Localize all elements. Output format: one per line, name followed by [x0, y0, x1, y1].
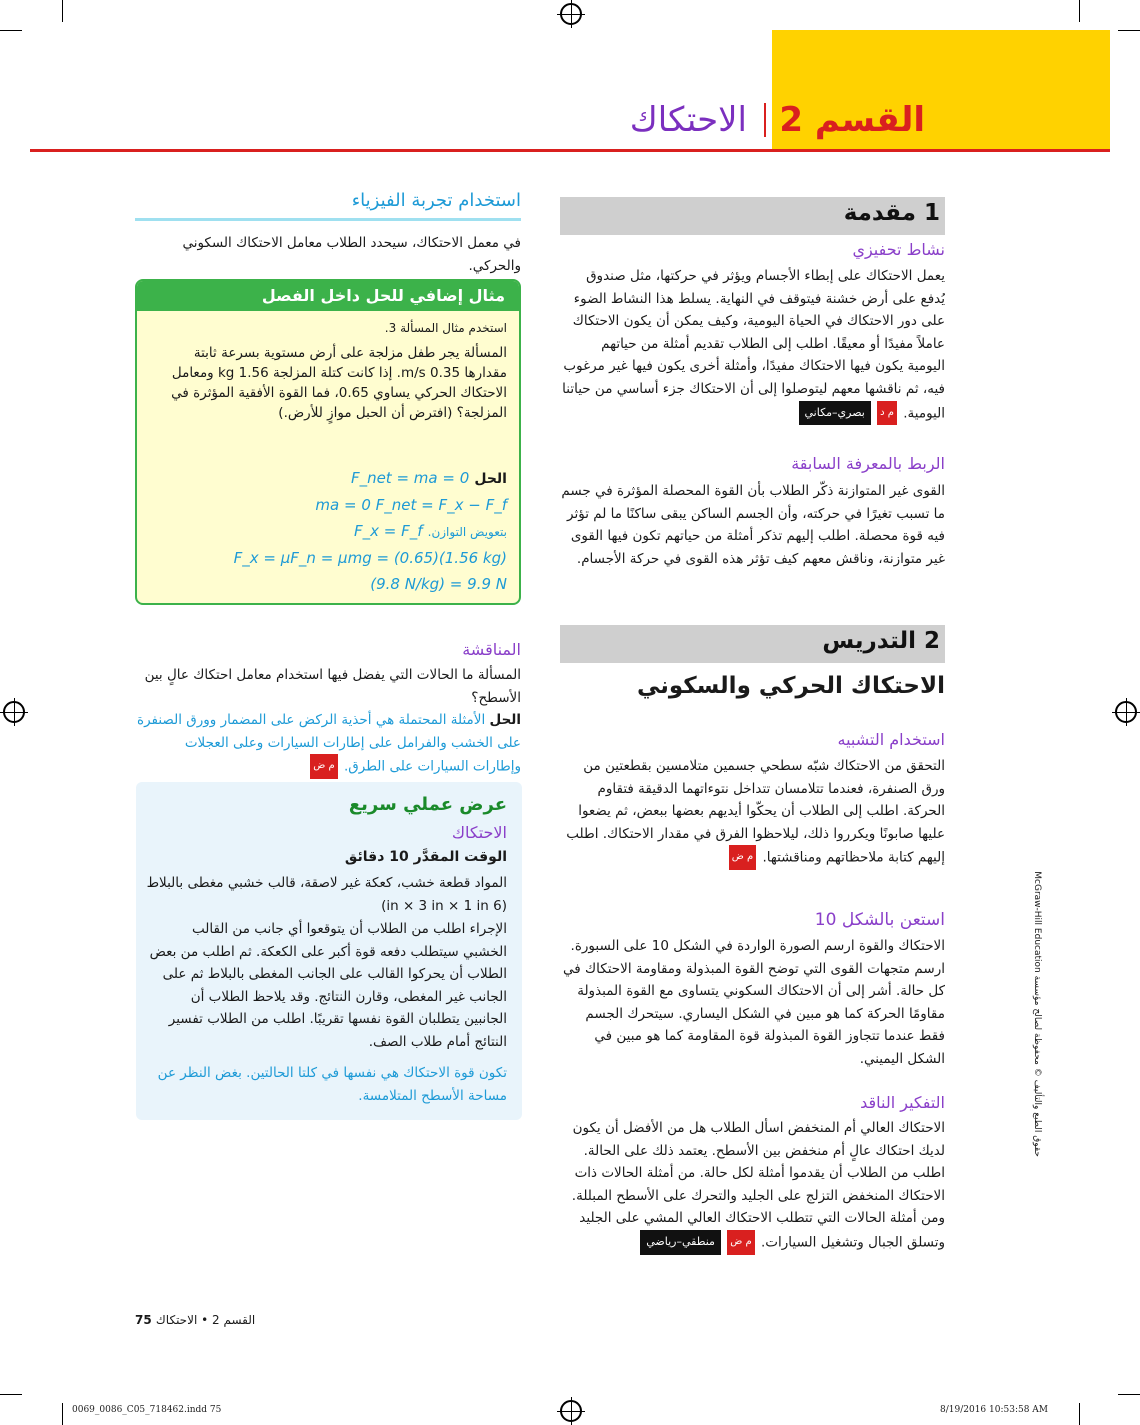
equation-4: F_x = μF_n = μmg = (0.65)(1.56 kg)	[233, 549, 507, 567]
footer-chapter: القسم 2 • الاحتكاك	[155, 1313, 256, 1327]
physics-lab-rule	[135, 218, 521, 221]
discussion-answer-text: الأمثلة المحتملة هي أحذية الركض على المضمار وورق الصنفرة على الخشب والفرامل على إطارات السيارات وعلى العجلات وإطارات السيارات على الطرق.	[137, 712, 521, 775]
equation-1: F_net = ma = 0	[350, 469, 470, 487]
chapter-label: القسم 2	[779, 100, 925, 140]
section-2-heading: الاحتكاك الحركي والسكوني	[636, 673, 945, 699]
section-2-subtitle-2: استعن بالشكل 10	[814, 910, 945, 930]
example-box	[135, 279, 521, 605]
section-1-text: يعمل الاحتكاك على إبطاء الأجسام ويؤثر في حركتها، مثل صندوق يُدفع على أرض خشنة فيتوقف في النهاية. يسلط هذا النشاط الضوء على دور الاحتكاك في الحياة اليومية، وكيف يمكن أن يكون الاحتكاك عاملاً مفيدًا أو معيقًا. اطلب إلى الطلاب تقديم أمثلة من حياتهم اليومية يكون فيها الاحتكاك مفيدًا، وأمثلة أخرى يكون فيها غير مرغوب فيه، ثم ناقشها معهم ليتوصلوا إلى أن الاحتكاك جزء أساسي	[563, 268, 945, 397]
crop-mark	[1118, 1394, 1140, 1395]
section-1-paragraph	[560, 265, 945, 445]
quick-demo-subtitle: الاحتكاك	[451, 823, 507, 842]
crop-mark	[0, 1394, 22, 1395]
crop-mark	[1079, 1403, 1080, 1425]
discussion-answer	[135, 709, 521, 779]
section-1-title: 1 مقدمة	[843, 200, 940, 226]
badge-skill: منطقي–رياضي	[640, 1230, 721, 1255]
file-info: 0069_0086_C05_718462.indd 75	[72, 1405, 222, 1415]
quick-demo-materials: المواد قطعة خشب، كعكة غير لاصقة، قالب خشبي مغطى بالبلاط (6 in × 3 in × 1 in)	[146, 875, 507, 914]
crop-mark	[1118, 30, 1140, 31]
registration-mark	[3, 701, 25, 723]
copyright-vertical: حقوق الطبع والتأليف © محفوظة لصالح مؤسسة McGraw-Hill Education	[1032, 871, 1042, 1157]
section-2-paragraph-1	[560, 755, 945, 903]
quick-demo-title: عرض عملي سريع	[348, 794, 507, 815]
section-2-paragraph-2: الاحتكاك والقوة ارسم الصورة الواردة في الشكل 10 على السبورة. ارسم متجهات القوى التي توضح القوة المبذولة ومقاومة الاحتكاك في كل حالة. أشر إلى أن الاحتكاك السكوني يتساوى مع القوة المبذولة مقاومًا الحركة كما هو مبين في الشكل اليساري. سيتحرك الجسم فقط عندما تتجاوز القوة المبذولة قوة المقاومة كما هو مبين في الشكل اليميني.	[563, 938, 945, 1067]
page-footer	[135, 1313, 255, 1327]
registration-mark	[1115, 701, 1137, 723]
equation-2: ma = 0 F_net = F_x − F_f	[315, 496, 507, 514]
crop-mark	[1079, 0, 1080, 22]
example-solution	[137, 463, 519, 597]
badge-pmw: م ض	[729, 845, 756, 870]
equation-3-label: بتعويض التوازن.	[427, 525, 507, 539]
section-2-paragraph-3	[560, 1117, 945, 1285]
discussion-question: المسألة ما الحالات التي يفضل فيها استخدام معامل احتكاك عالٍ بين الأسطح؟	[144, 667, 521, 706]
date-info: 8/19/2016 10:53:58 AM	[940, 1405, 1049, 1415]
section-2-title: 2 التدريس	[822, 628, 940, 654]
physics-lab-paragraph: في معمل الاحتكاك، سيحدد الطلاب معامل الاحتكاك السكوني والحركي.	[182, 235, 521, 274]
section-1-subtitle-2: الربط بالمعرفة السابقة	[791, 454, 945, 473]
chapter-title: الاحتكاك	[629, 100, 747, 140]
example-header: مثال إضافي للحل داخل الفصل	[137, 281, 519, 311]
crop-mark	[0, 30, 22, 31]
crop-mark	[62, 0, 63, 22]
badge-pmw: م ض	[310, 754, 337, 779]
equation-5: (9.8 N/kg) = 9.9 N	[370, 575, 507, 593]
section-2-text-3: الاحتكاك العالي أم المنخفض اسأل الطلاب هل من الأفضل أن يكون لديك احتكاك عالٍ أم منخفض بين الأسطح. يعتمد ذلك على الحالة. اطلب من الطلاب أن يقدموا أمثلة لكل حالة. من أمثلة الحالات ذات الاحتكاك المنخفض التزلج على الجليد والتحرك على الأسطح المبللة. ومن أمثلة الحالات التي تتطلب الاحتكاك العالي المشي على الجليد وتسلق الجبال وتشغيل السيارات.	[571, 1120, 945, 1251]
page-number: 75	[135, 1313, 152, 1327]
header-divider	[764, 103, 766, 137]
badge-skill: بصري–مكاني	[799, 401, 871, 426]
equation-3: F_x = F_f	[354, 522, 423, 540]
crop-mark	[62, 1403, 63, 1425]
section-2-subtitle-3: التفكير الناقد	[860, 1093, 945, 1112]
solution-label: الحل	[474, 471, 507, 487]
quick-demo-result: تكون قوة الاحتكاك هي نفسها في كلتا الحالتين. بغض النظر عن مساحة الأسطح المتلامسة.	[157, 1065, 507, 1104]
example-use: استخدم مثال المسألة 3.	[384, 321, 507, 335]
section-2-subtitle-1: استخدام التشبيه	[837, 730, 945, 749]
section-1-subtitle: نشاط تحفيزي	[852, 240, 945, 259]
section-1-text-end: من حياتنا اليومية.	[562, 380, 945, 421]
section-2-text-1: التحقق من الاحتكاك شبّه سطحي جسمين متلامسين بقطعتين من ورق الصنفرة، فعندما تتلامسان تتداخل نتوءاتهما الدقيقة فتقاوم الحركة. اطلب إلى الطلاب أن يحكّوا أيديهم بعضها ببعض، ثم يضعوا عليها صابونًا ويكرروا ذلك، ليلاحظوا الفرق في مقدار الاحتكاك. اطلب إليهم كتابة ملاحظاتهم ومناقشتها.	[566, 758, 945, 866]
registration-mark	[560, 1400, 582, 1422]
registration-mark	[560, 3, 582, 25]
header-rule	[30, 149, 1110, 152]
section-1-paragraph-2: القوى غير المتوازنة ذكّر الطلاب بأن القوة المحصلة المؤثرة في جسم ما تسبب تغيرًا في حركته، وأن الجسم الساكن يبقى ساكنًا ما لم تؤثر فيه قوة محصلة. اطلب إليهم تذكر أمثلة من حياتهم تكون فيها القوى غير متوازنة، وناقش معهم كيف تؤثر هذه القوى في حركة الأجسام.	[561, 483, 945, 567]
example-question: المسألة يجر طفل مزلجة على أرض مستوية بسرعة ثابتة مقدارها 0.35 m/s. إذا كانت كتلة المزلجة 1.56 kg ومعامل الاحتكاك الحركي يساوي 0.65، فما القوة الأفقية المؤثرة في المزلجة؟ (افترض أن الحبل موازٍ للأرض.)	[171, 345, 507, 421]
physics-lab-title: استخدام تجربة الفيزياء	[351, 190, 521, 211]
discussion-title: المناقشة	[462, 640, 521, 659]
quick-demo-procedure: الإجراء اطلب من الطلاب أن يتوقعوا أي جانب من القالب الخشبي سيتطلب دفعه قوة أكبر على الكعكة. ثم اطلب من بعض الطلاب أن يحركوا القالب على الجانب المغطى بالبلاط ثم على الجانب غير المغطى، وقارن النتائج. وقد يلاحظ الطلاب أن الجانبين يتطلبان القوة نفسها تقريبًا. اطلب من الطلاب تفسير النتائج أمام طلاب الصف.	[149, 921, 507, 1050]
badge-pmw: م ض	[727, 1230, 754, 1255]
discussion-answer-label: الحل	[489, 712, 521, 728]
quick-demo-time: الوقت المقدَّر 10 دقائق	[344, 849, 507, 865]
badge-pmw: م د	[877, 401, 897, 426]
